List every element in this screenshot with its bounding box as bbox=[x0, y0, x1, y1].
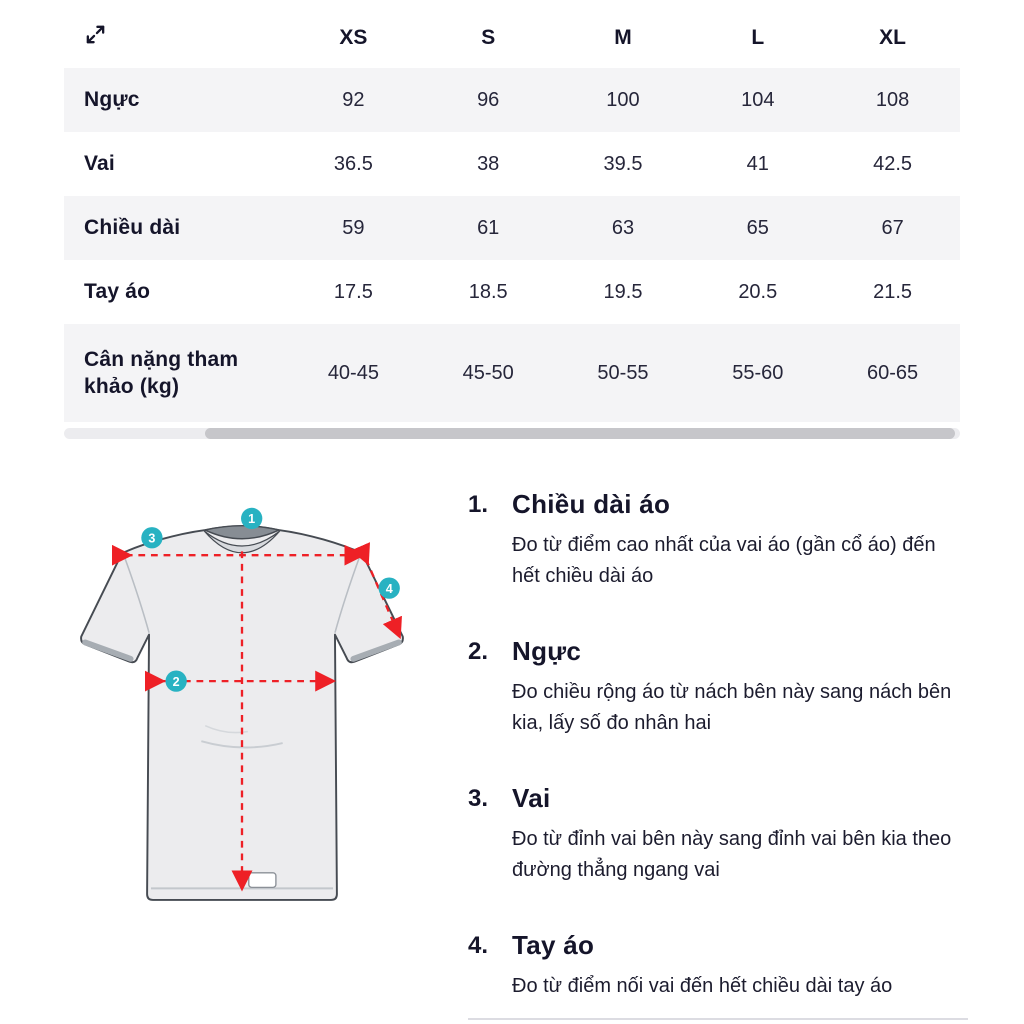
cell: 100 bbox=[606, 88, 640, 111]
row-label: Vai bbox=[84, 152, 115, 176]
marker-4 bbox=[379, 577, 400, 598]
guide-item-number: 4. bbox=[468, 932, 489, 959]
column-header-s: S bbox=[481, 26, 496, 49]
guide-item-description: Đo từ điểm nối vai đến hết chiều dài tay áo bbox=[512, 975, 893, 997]
size-table bbox=[64, 8, 960, 422]
guide-list bbox=[448, 489, 968, 1020]
table-corner-cell bbox=[64, 23, 286, 53]
guide-item-number: 1. bbox=[468, 491, 489, 518]
cell: 59 bbox=[342, 216, 365, 239]
tshirt-diagram bbox=[58, 489, 448, 1020]
cell: 50-55 bbox=[597, 361, 649, 384]
cell: 104 bbox=[741, 88, 775, 111]
marker-1 bbox=[241, 508, 262, 529]
cell: 63 bbox=[611, 216, 635, 239]
cell: 65 bbox=[746, 216, 769, 239]
guide-item-description: Đo chiều rộng áo từ nách bên này sang nách bên kia, lấy số đo nhân hai bbox=[512, 681, 952, 734]
column-header-l: L bbox=[751, 26, 765, 49]
guide-item-description: Đo từ đỉnh vai bên này sang đỉnh vai bên kia theo đường thẳng ngang vai bbox=[512, 828, 952, 881]
row-label: Cân nặng tham khảo (kg) bbox=[84, 347, 239, 398]
column-header-xs: XS bbox=[339, 26, 368, 49]
hem-tag bbox=[249, 873, 276, 888]
guide-item-number: 3. bbox=[468, 785, 489, 812]
guide-item-length bbox=[468, 489, 968, 592]
column-header-xl: XL bbox=[879, 26, 906, 49]
svg-text:4: 4 bbox=[385, 581, 393, 596]
cell: 42.5 bbox=[873, 152, 913, 175]
guide-item-title: Vai bbox=[512, 783, 551, 813]
cell: 92 bbox=[342, 88, 365, 111]
expand-icon[interactable] bbox=[84, 23, 107, 46]
cell: 36.5 bbox=[333, 152, 373, 175]
guide-item-title: Tay áo bbox=[512, 930, 595, 960]
table-header-row bbox=[64, 8, 960, 68]
cell: 61 bbox=[477, 216, 500, 239]
table-row-sleeve bbox=[64, 260, 960, 324]
cell: 19.5 bbox=[603, 280, 643, 303]
guide-item-title: Chiều dài áo bbox=[512, 489, 671, 519]
cell: 96 bbox=[477, 88, 500, 111]
cell: 40-45 bbox=[327, 361, 379, 384]
row-label: Tay áo bbox=[84, 280, 151, 304]
column-header-m: M bbox=[614, 26, 632, 49]
guide-item-sleeve bbox=[468, 930, 968, 1002]
scrollbar-thumb[interactable] bbox=[205, 428, 955, 439]
svg-text:3: 3 bbox=[148, 531, 156, 546]
row-label: Ngực bbox=[84, 88, 140, 112]
marker-2 bbox=[165, 670, 186, 691]
table-row-weight bbox=[64, 324, 960, 422]
svg-text:2: 2 bbox=[172, 674, 180, 689]
cell: 45-50 bbox=[462, 361, 514, 384]
table-row-chest bbox=[64, 68, 960, 132]
section-divider bbox=[468, 1018, 968, 1020]
cell: 55-60 bbox=[732, 361, 784, 384]
cell: 20.5 bbox=[738, 280, 778, 303]
guide-item-description: Đo từ điểm cao nhất của vai áo (gần cổ áo) đến hết chiều dài áo bbox=[512, 534, 936, 587]
cell: 18.5 bbox=[468, 280, 508, 303]
guide-item-title: Ngực bbox=[512, 636, 582, 666]
guide-item-chest bbox=[468, 636, 968, 739]
cell: 38 bbox=[477, 152, 500, 175]
cell: 60-65 bbox=[867, 361, 919, 384]
cell: 17.5 bbox=[333, 280, 373, 303]
cell: 39.5 bbox=[603, 152, 643, 175]
marker-3 bbox=[141, 527, 162, 548]
cell: 21.5 bbox=[873, 280, 913, 303]
svg-text:1: 1 bbox=[248, 512, 256, 527]
measurement-guide-section bbox=[0, 489, 1024, 1020]
table-row-shoulder bbox=[64, 132, 960, 196]
table-row-length bbox=[64, 196, 960, 260]
horizontal-scrollbar bbox=[64, 428, 960, 439]
guide-item-shoulder bbox=[468, 783, 968, 886]
guide-item-number: 2. bbox=[468, 638, 489, 665]
cell: 108 bbox=[875, 88, 910, 111]
cell: 67 bbox=[881, 216, 904, 239]
row-label: Chiều dài bbox=[84, 216, 181, 240]
cell: 41 bbox=[746, 152, 769, 175]
